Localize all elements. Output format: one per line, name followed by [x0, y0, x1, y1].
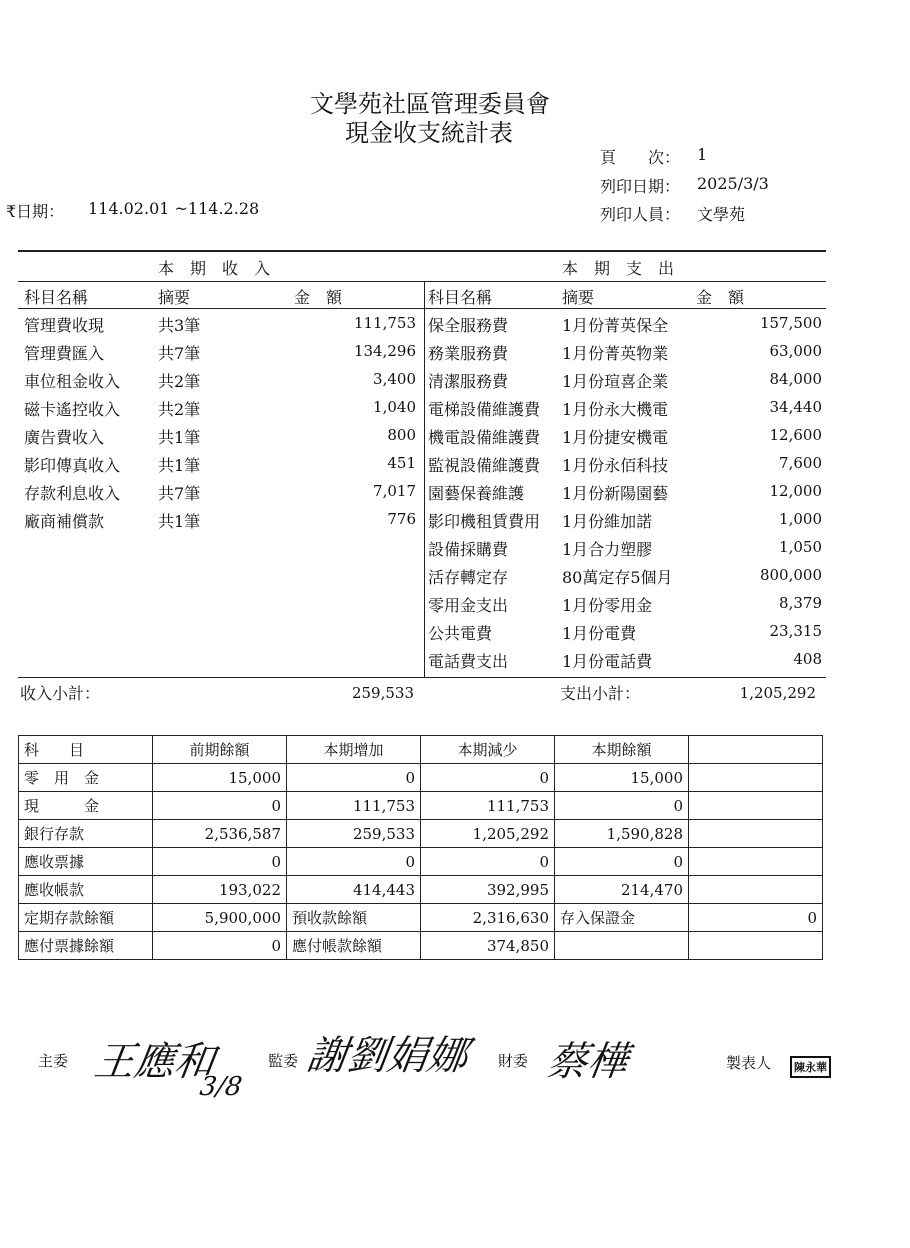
expense-subject: 設備採購費 [428, 540, 509, 559]
balance-cell: 374,850 [421, 932, 555, 960]
expense-subject: 清潔服務費 [428, 372, 509, 391]
income-summary: 共2筆 [158, 372, 201, 391]
income-col-amount: 金 額 [294, 288, 343, 307]
balance-cell: 零 用 金 [19, 764, 153, 792]
column-header-rule [18, 308, 826, 309]
balance-header: 本期增加 [287, 736, 421, 764]
balance-cell: 應付票據餘額 [19, 932, 153, 960]
balance-cell: 5,900,000 [153, 904, 287, 932]
balance-cell: 193,022 [153, 876, 287, 904]
print-date-label: 列印日期： [600, 177, 681, 196]
income-amount: 451 [387, 454, 416, 472]
expense-col-subject: 科目名稱 [428, 288, 493, 307]
income-amount: 111,753 [353, 314, 416, 332]
income-summary: 共3筆 [158, 316, 201, 335]
expense-col-amount: 金 額 [696, 288, 745, 307]
expense-summary: 1月份新陽園藝 [562, 484, 669, 503]
income-amount: 3,400 [373, 370, 416, 388]
bottom-rule [18, 677, 826, 678]
balance-cell: 0 [555, 792, 689, 820]
expense-summary: 1月份永大機電 [562, 400, 669, 419]
balance-cell: 現 金 [19, 792, 153, 820]
org-title: 文學苑社區管理委員會 [310, 90, 550, 118]
income-subject: 存款利息收入 [24, 484, 121, 503]
expense-subtotal-label: 支出小計： [560, 684, 641, 703]
balance-cell: 111,753 [287, 792, 421, 820]
page-value: 1 [697, 145, 708, 164]
expense-amount: 8,379 [779, 594, 822, 612]
expense-subject: 活存轉定存 [428, 568, 509, 587]
table-row [19, 820, 823, 848]
table-row [19, 904, 823, 932]
balance-cell: 應收票據 [19, 848, 153, 876]
income-summary: 共7筆 [158, 484, 201, 503]
income-col-subject: 科目名稱 [24, 288, 89, 307]
chair-label: 主委 [38, 1052, 69, 1070]
balance-cell [689, 876, 823, 904]
expense-subject: 電話費支出 [428, 652, 509, 671]
balance-cell [689, 792, 823, 820]
balance-header: 本期減少 [421, 736, 555, 764]
income-subject: 車位租金收入 [24, 372, 121, 391]
report-title: 現金收支統計表 [345, 119, 513, 147]
expense-summary: 1月份菁英保全 [562, 316, 669, 335]
expense-amount: 1,050 [779, 538, 822, 556]
preparer-label: 製表人 [726, 1054, 772, 1072]
income-summary: 共2筆 [158, 400, 201, 419]
balance-cell: 應收帳款 [19, 876, 153, 904]
balance-cell: 0 [153, 932, 287, 960]
balance-header-row [19, 736, 823, 764]
period-value: 114.02.01 ~114.2.28 [88, 199, 260, 218]
expense-subject: 電梯設備維護費 [428, 400, 541, 419]
expense-subject: 機電設備維護費 [428, 428, 541, 447]
income-section-title: 本 期 收 入 [158, 259, 271, 278]
balance-cell [689, 764, 823, 792]
balance-cell: 存入保證金 [555, 904, 689, 932]
expense-subject: 保全服務費 [428, 316, 509, 335]
balance-cell: 0 [421, 848, 555, 876]
income-subject: 管理費匯入 [24, 344, 105, 363]
balance-cell: 2,536,587 [153, 820, 287, 848]
supervisor-label: 監委 [268, 1052, 299, 1070]
income-summary: 共1筆 [158, 428, 201, 447]
printer-value: 文學苑 [697, 205, 746, 224]
balance-cell: 0 [287, 848, 421, 876]
finance-signature: 蔡樺 [544, 1039, 631, 1085]
balance-cell: 0 [287, 764, 421, 792]
preparer-stamp: 陳永華 [790, 1056, 831, 1078]
expense-amount: 1,000 [779, 510, 822, 528]
balance-cell: 15,000 [153, 764, 287, 792]
income-summary: 共1筆 [158, 512, 201, 531]
balance-header: 本期餘額 [555, 736, 689, 764]
expense-summary: 1月份菁英物業 [562, 344, 669, 363]
income-amount: 776 [387, 510, 416, 528]
income-subject: 影印傳真收入 [24, 456, 121, 475]
expense-section-title: 本 期 支 出 [562, 259, 675, 278]
income-subject: 磁卡遙控收入 [24, 400, 121, 419]
balance-header [689, 736, 823, 764]
balance-cell: 392,995 [421, 876, 555, 904]
expense-summary: 1月份永佰科技 [562, 456, 669, 475]
period-label: ₹日期： [6, 202, 65, 221]
expense-subtotal-value: 1,205,292 [739, 684, 816, 702]
expense-subject: 務業服務費 [428, 344, 509, 363]
expense-amount: 7,600 [779, 454, 822, 472]
chair-signature-date: 3/8 [197, 1072, 244, 1102]
balance-cell: 應付帳款餘額 [287, 932, 421, 960]
expense-summary: 1月份瑄喜企業 [562, 372, 669, 391]
supervisor-signature: 謝劉娟娜 [304, 1033, 471, 1079]
income-amount: 800 [387, 426, 416, 444]
expense-summary: 1月份電話費 [562, 652, 653, 671]
balance-table [18, 735, 823, 960]
expense-summary: 1月合力塑膠 [562, 540, 653, 559]
balance-cell [689, 820, 823, 848]
expense-amount: 12,000 [769, 482, 822, 500]
balance-cell: 銀行存款 [19, 820, 153, 848]
income-amount: 134,296 [353, 342, 416, 360]
balance-cell: 0 [555, 848, 689, 876]
balance-cell: 15,000 [555, 764, 689, 792]
balance-cell [689, 932, 823, 960]
print-date-value: 2025/3/3 [697, 174, 769, 193]
balance-cell [555, 932, 689, 960]
expense-summary: 1月份維加諾 [562, 512, 653, 531]
expense-amount: 84,000 [769, 370, 822, 388]
expense-subject: 園藝保養維護 [428, 484, 525, 503]
balance-cell: 定期存款餘額 [19, 904, 153, 932]
balance-header: 科 目 [19, 736, 153, 764]
balance-cell: 0 [689, 904, 823, 932]
table-row [19, 764, 823, 792]
table-row [19, 876, 823, 904]
balance-cell: 0 [153, 792, 287, 820]
finance-label: 財委 [498, 1052, 529, 1070]
balance-cell: 414,443 [287, 876, 421, 904]
expense-amount: 12,600 [769, 426, 822, 444]
income-subject: 廣告費收入 [24, 428, 105, 447]
expense-amount: 408 [793, 650, 822, 668]
page-label: 頁 次： [600, 148, 681, 167]
expense-summary: 1月份零用金 [562, 596, 653, 615]
balance-cell: 1,205,292 [421, 820, 555, 848]
income-summary: 共1筆 [158, 456, 201, 475]
balance-header: 前期餘額 [153, 736, 287, 764]
balance-cell: 2,316,630 [421, 904, 555, 932]
table-row [19, 792, 823, 820]
expense-summary: 80萬定存5個月 [562, 568, 673, 587]
balance-cell: 259,533 [287, 820, 421, 848]
expense-subject: 公共電費 [428, 624, 493, 643]
expense-amount: 800,000 [759, 566, 822, 584]
income-col-summary: 摘要 [158, 288, 191, 307]
expense-subject: 零用金支出 [428, 596, 509, 615]
income-summary: 共7筆 [158, 344, 201, 363]
balance-cell: 1,590,828 [555, 820, 689, 848]
expense-amount: 23,315 [769, 622, 822, 640]
divider-vertical [424, 281, 425, 677]
income-subject: 管理費收現 [24, 316, 105, 335]
income-subtotal-label: 收入小計： [20, 684, 101, 703]
balance-cell: 預收款餘額 [287, 904, 421, 932]
section-rule [18, 281, 826, 282]
expense-subject: 監視設備維護費 [428, 456, 541, 475]
income-amount: 7,017 [373, 482, 416, 500]
table-row [19, 848, 823, 876]
chair-signature: 王應和 [91, 1039, 218, 1085]
printer-label: 列印人員： [600, 205, 681, 224]
expense-summary: 1月份電費 [562, 624, 637, 643]
expense-summary: 1月份捷安機電 [562, 428, 669, 447]
balance-cell: 111,753 [421, 792, 555, 820]
expense-amount: 157,500 [759, 314, 822, 332]
balance-cell: 0 [153, 848, 287, 876]
balance-cell: 0 [421, 764, 555, 792]
top-rule [18, 250, 826, 252]
income-subtotal-value: 259,533 [351, 684, 414, 702]
balance-cell: 214,470 [555, 876, 689, 904]
expense-amount: 34,440 [769, 398, 822, 416]
expense-col-summary: 摘要 [562, 288, 595, 307]
balance-cell [689, 848, 823, 876]
income-subject: 廠商補償款 [24, 512, 105, 531]
expense-amount: 63,000 [769, 342, 822, 360]
expense-subject: 影印機租賃費用 [428, 512, 541, 531]
table-row [19, 932, 823, 960]
income-amount: 1,040 [373, 398, 416, 416]
